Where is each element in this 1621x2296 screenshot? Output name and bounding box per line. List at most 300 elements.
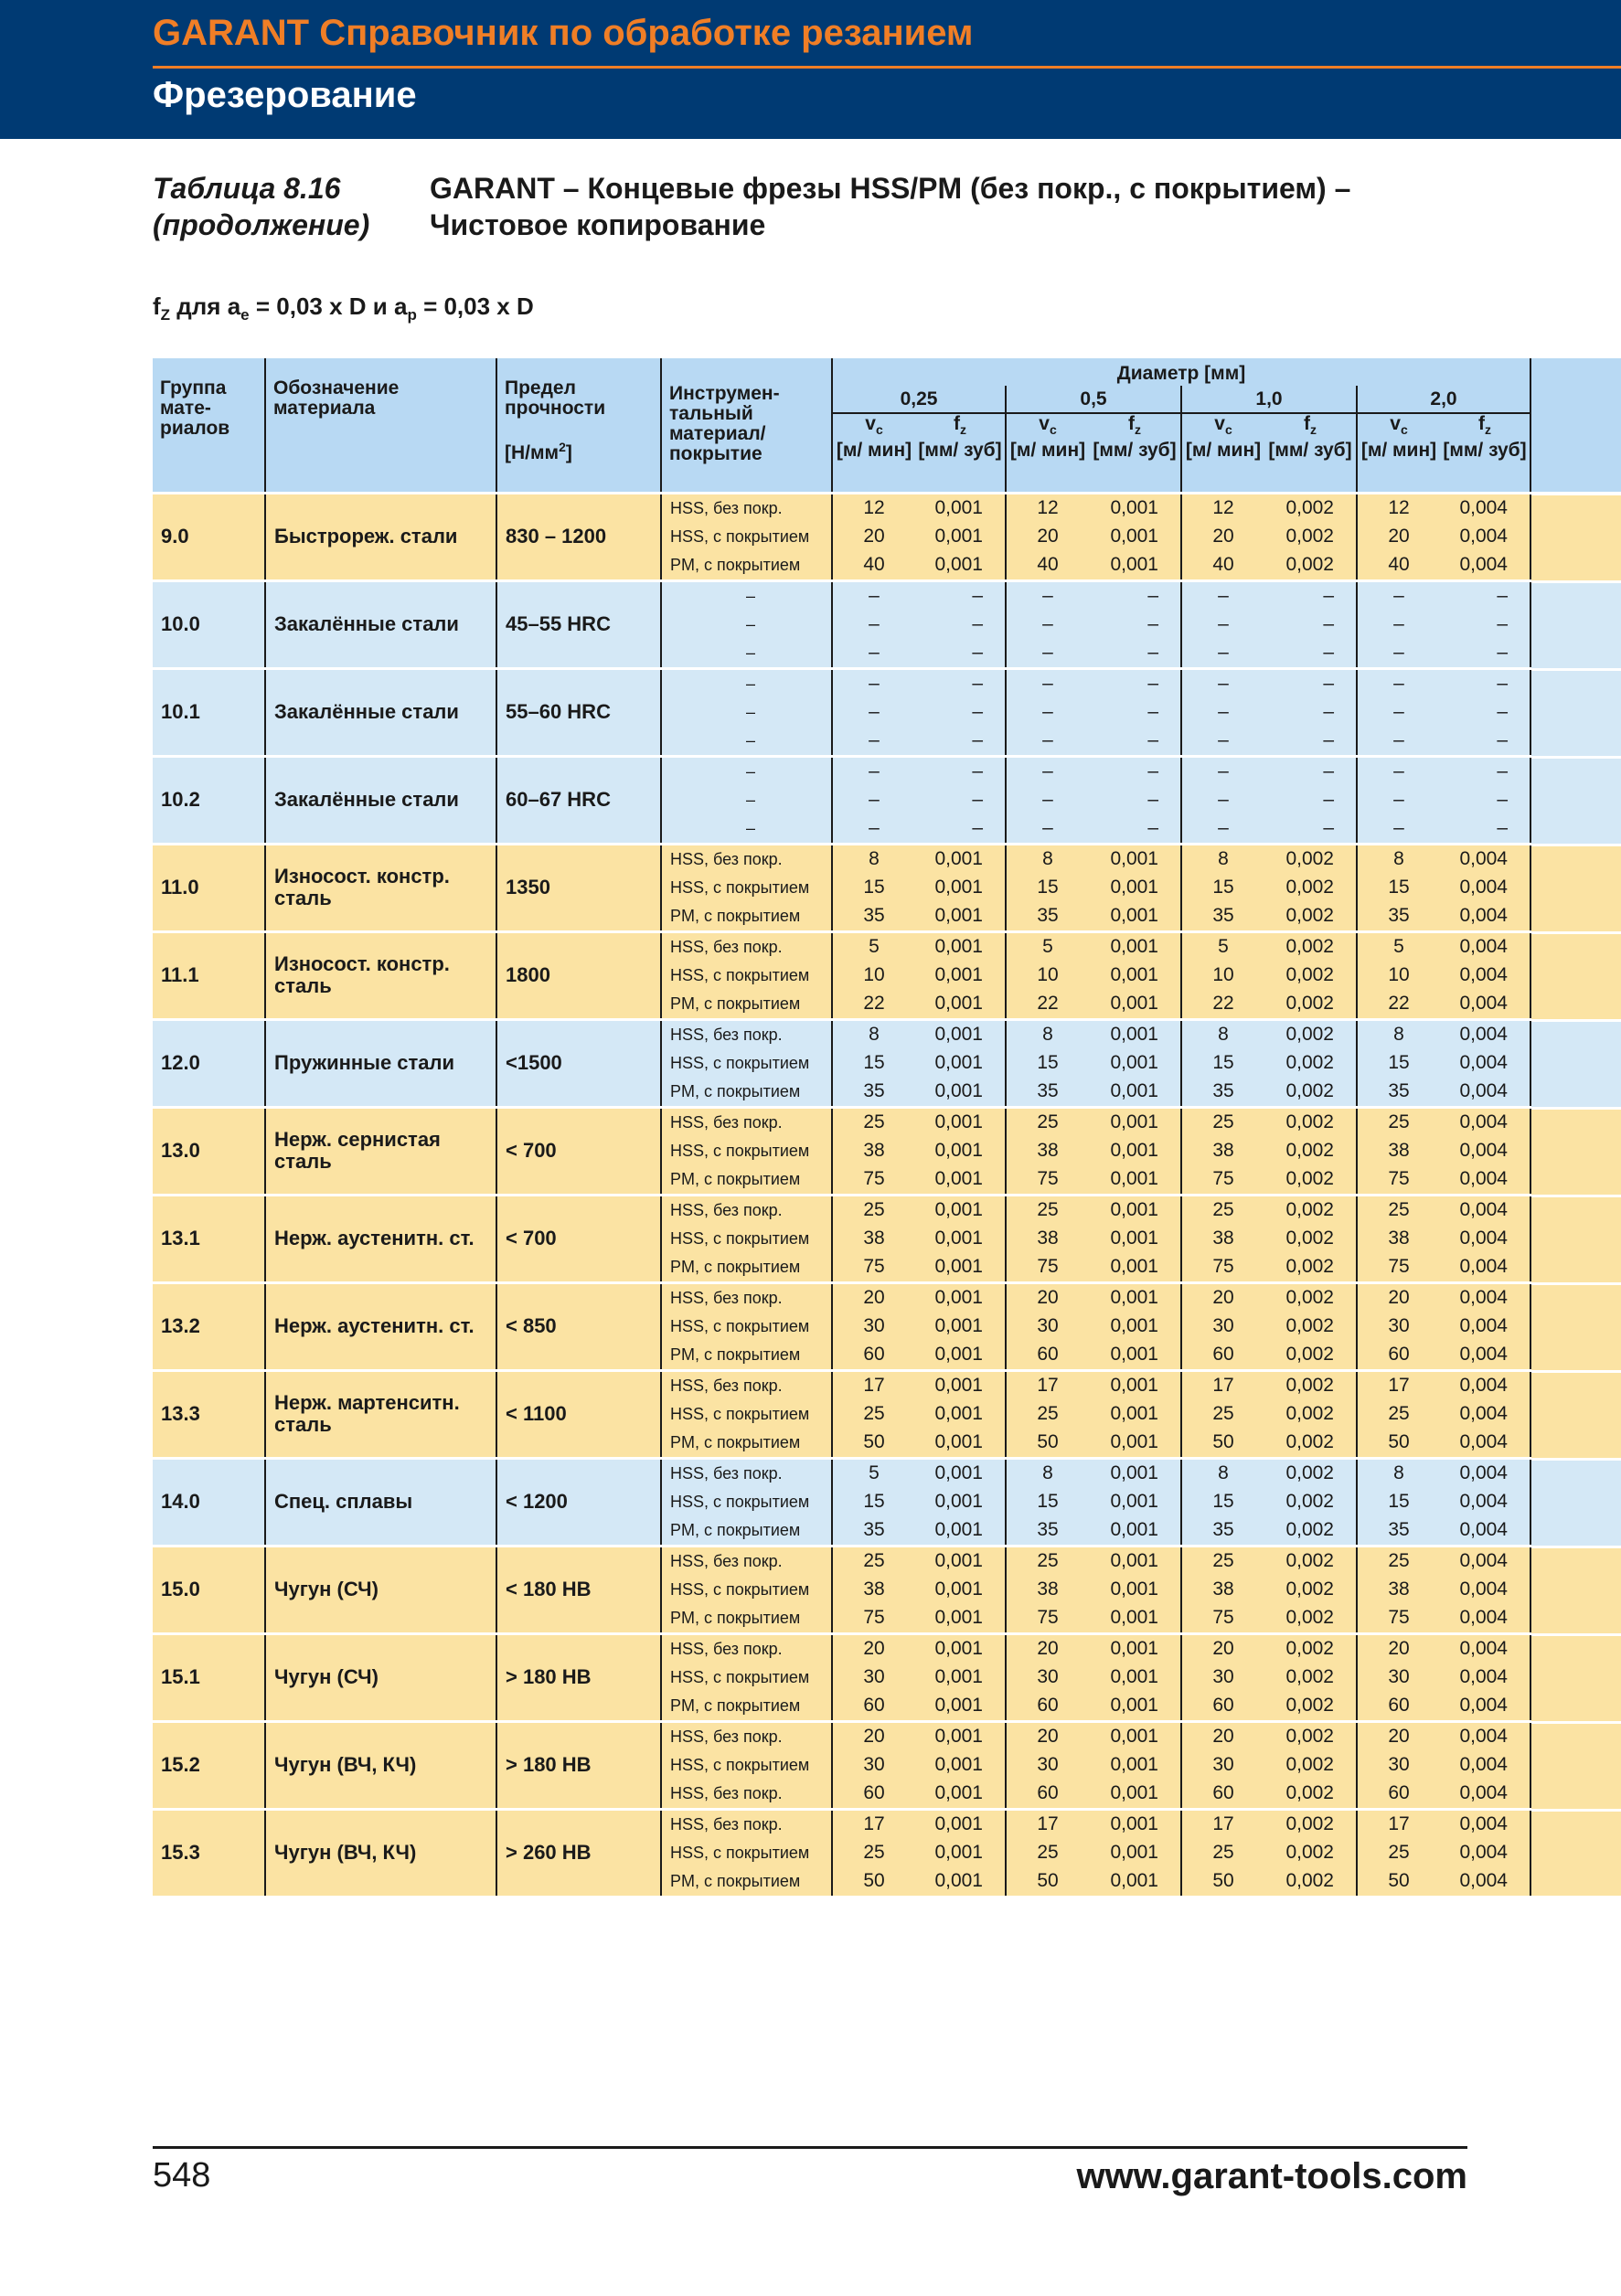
cutting-speed-value: 15 <box>832 1488 915 1516</box>
cutting-speed-value: 15 <box>1357 874 1440 902</box>
feed-value: 0,001 <box>1089 1165 1181 1196</box>
feed-value: 0,002 <box>1264 1721 1357 1751</box>
feed-value: 0,001 <box>1089 523 1181 551</box>
material-group: 10.1 <box>153 668 265 756</box>
feed-value: 0,001 <box>915 1780 1006 1810</box>
tool-material: HSS, без покр. <box>661 1458 832 1488</box>
right-tab-strip <box>1530 846 1621 931</box>
feed-value: – <box>1264 727 1357 757</box>
diameter-2-0: 2,0 <box>1357 386 1530 413</box>
cutting-speed-value: 25 <box>832 1400 915 1429</box>
feed-value: 0,001 <box>1089 1341 1181 1371</box>
cutting-speed-value: 8 <box>1006 844 1089 874</box>
cutting-speed-value: 35 <box>1006 902 1089 932</box>
feed-value: 0,001 <box>1089 1429 1181 1459</box>
cutting-speed-value: – <box>1357 668 1440 698</box>
cutting-speed-value: 15 <box>1357 1488 1440 1516</box>
cutting-speed-value: 38 <box>832 1137 915 1165</box>
feed-value: 0,001 <box>915 902 1006 932</box>
cutting-speed-value: 35 <box>1181 902 1264 932</box>
cutting-speed-value: 25 <box>832 1839 915 1867</box>
cutting-speed-value: 8 <box>1006 1458 1089 1488</box>
feed-value: – <box>1089 580 1181 611</box>
cutting-speed-value: 25 <box>1357 1839 1440 1867</box>
cutting-speed-value: – <box>832 639 915 669</box>
feed-value: 0,002 <box>1264 1341 1357 1371</box>
cutting-speed-value: 40 <box>1006 551 1089 581</box>
cutting-speed-value: – <box>1357 611 1440 639</box>
tool-material: PM, с покрытием <box>661 1604 832 1634</box>
feed-value: 0,001 <box>915 1370 1006 1400</box>
cutting-speed-value: 25 <box>1181 1195 1264 1225</box>
cutting-speed-value: 75 <box>1357 1253 1440 1283</box>
feed-value: 0,004 <box>1440 1867 1530 1896</box>
cutting-speed-value: 15 <box>832 1049 915 1078</box>
cutting-speed-value: – <box>1181 727 1264 757</box>
feed-value: 0,001 <box>1089 1049 1181 1078</box>
cutting-speed-value: 50 <box>1181 1867 1264 1896</box>
feed-value: 0,001 <box>915 1546 1006 1576</box>
tool-material: – <box>661 639 832 669</box>
cutting-speed-value: 10 <box>832 962 915 990</box>
cutting-speed-value: – <box>1181 611 1264 639</box>
col-strength-header: Предел прочности $[Н/мм^2]$ <box>496 358 661 493</box>
feed-value: 0,001 <box>915 962 1006 990</box>
cutting-speed-value: 25 <box>832 1195 915 1225</box>
cutting-speed-value: 75 <box>1006 1604 1089 1634</box>
feed-value: 0,002 <box>1264 962 1357 990</box>
feed-value: 0,001 <box>915 844 1006 874</box>
tool-material: HSS, без покр. <box>661 1195 832 1225</box>
cutting-speed-value: 38 <box>1006 1137 1089 1165</box>
tool-material: HSS, с покрытием <box>661 523 832 551</box>
feed-value: – <box>1264 668 1357 698</box>
feed-value: – <box>915 756 1006 786</box>
table-row <box>153 493 1530 523</box>
feed-value: – <box>1440 639 1530 669</box>
tool-material: PM, с покрытием <box>661 1165 832 1196</box>
feed-value: 0,002 <box>1264 523 1357 551</box>
material-designation: Износост. констр. сталь <box>265 931 496 1019</box>
tool-material: HSS, без покр. <box>661 493 832 523</box>
cutting-speed-value: 15 <box>1181 1488 1264 1516</box>
material-designation: Спец. сплавы <box>265 1458 496 1546</box>
feed-value: 0,002 <box>1264 493 1357 523</box>
cutting-speed-value: – <box>1006 727 1089 757</box>
cutting-speed-value: 75 <box>1006 1253 1089 1283</box>
feed-value: 0,004 <box>1440 1429 1530 1459</box>
feed-value: – <box>1089 668 1181 698</box>
feed-value: 0,002 <box>1264 1751 1357 1780</box>
cutting-speed-value: 15 <box>1006 1049 1089 1078</box>
material-designation: Износост. констр. сталь <box>265 844 496 931</box>
cutting-speed-value: 38 <box>832 1225 915 1253</box>
fz-unit: [мм/ зуб] <box>1089 440 1181 493</box>
cutting-speed-value: 75 <box>1357 1165 1440 1196</box>
tool-material: HSS, без покр. <box>661 1019 832 1049</box>
feed-value: 0,004 <box>1440 1721 1530 1751</box>
cutting-speed-value: 12 <box>832 493 915 523</box>
feed-value: 0,001 <box>1089 1313 1181 1341</box>
tensile-strength: < 1200 <box>496 1458 661 1546</box>
feed-value: 0,001 <box>1089 1692 1181 1722</box>
feed-value: 0,002 <box>1264 1692 1357 1722</box>
feed-value: 0,004 <box>1440 1165 1530 1196</box>
feed-value: – <box>1264 580 1357 611</box>
table-row <box>153 1546 1530 1576</box>
right-tab-strip <box>1530 1461 1621 1546</box>
cutting-speed-value: 8 <box>1181 1019 1264 1049</box>
cutting-speed-value: 60 <box>1181 1780 1264 1810</box>
cutting-speed-value: 10 <box>1357 962 1440 990</box>
cutting-speed-value: – <box>1181 639 1264 669</box>
cutting-speed-value: – <box>832 668 915 698</box>
cutting-speed-value: 30 <box>1006 1751 1089 1780</box>
tool-material: – <box>661 611 832 639</box>
cutting-speed-value: 12 <box>1357 493 1440 523</box>
tool-material: – <box>661 756 832 786</box>
tool-material: – <box>661 668 832 698</box>
tensile-strength: < 1100 <box>496 1370 661 1458</box>
feed-value: 0,001 <box>915 493 1006 523</box>
tool-material: HSS, с покрытием <box>661 874 832 902</box>
cutting-speed-value: 30 <box>1181 1664 1264 1692</box>
feed-value: 0,001 <box>1089 1488 1181 1516</box>
header-rule <box>153 66 1621 69</box>
cutting-speed-value: 60 <box>1006 1341 1089 1371</box>
cutting-speed-value: – <box>1357 639 1440 669</box>
feed-value: 0,001 <box>1089 902 1181 932</box>
cutting-speed-value: 8 <box>832 844 915 874</box>
feed-value: 0,002 <box>1264 1313 1357 1341</box>
fz-symbol: $f_z$ <box>1089 413 1181 440</box>
feed-value: 0,002 <box>1264 1078 1357 1108</box>
tool-material: PM, с покрытием <box>661 1692 832 1722</box>
page-number: 548 <box>153 2156 211 2195</box>
cutting-speed-value: 40 <box>832 551 915 581</box>
feed-value: 0,001 <box>1089 551 1181 581</box>
feed-value: – <box>1089 814 1181 845</box>
table-continuation: (продолжение) <box>153 208 370 241</box>
cutting-speed-value: 60 <box>1357 1341 1440 1371</box>
cutting-speed-value: 38 <box>1357 1576 1440 1604</box>
feed-value: 0,001 <box>1089 1576 1181 1604</box>
cutting-speed-value: 8 <box>1357 844 1440 874</box>
cutting-speed-value: – <box>1006 756 1089 786</box>
feed-value: 0,002 <box>1264 1225 1357 1253</box>
fz-symbol: $f_z$ <box>915 413 1006 440</box>
feed-value: 0,004 <box>1440 844 1530 874</box>
feed-value: 0,001 <box>915 1604 1006 1634</box>
feed-value: 0,004 <box>1440 874 1530 902</box>
feed-value: – <box>1264 639 1357 669</box>
diameter-header: Диаметр [мм] <box>832 358 1530 386</box>
material-designation: Нерж. сернистая сталь <box>265 1107 496 1195</box>
feed-value: 0,001 <box>1089 1780 1181 1810</box>
feed-value: – <box>1440 756 1530 786</box>
cutting-speed-value: 38 <box>1181 1225 1264 1253</box>
cutting-speed-value: – <box>1006 611 1089 639</box>
feed-value: 0,001 <box>1089 1107 1181 1137</box>
feed-value: 0,004 <box>1440 1049 1530 1078</box>
cutting-speed-value: – <box>1181 814 1264 845</box>
tool-material: HSS, без покр. <box>661 1809 832 1839</box>
feed-value: 0,001 <box>915 551 1006 581</box>
tool-material: HSS, без покр. <box>661 1282 832 1313</box>
feed-value: 0,001 <box>1089 1664 1181 1692</box>
cutting-speed-value: 8 <box>1181 1458 1264 1488</box>
cutting-speed-value: 38 <box>1006 1225 1089 1253</box>
tool-material: HSS, с покрытием <box>661 1225 832 1253</box>
cutting-speed-value: 20 <box>832 523 915 551</box>
feed-value: 0,001 <box>1089 962 1181 990</box>
cutting-speed-value: 50 <box>832 1867 915 1896</box>
tool-material: PM, с покрытием <box>661 902 832 932</box>
feed-value: – <box>1089 611 1181 639</box>
cutting-speed-value: 17 <box>1006 1370 1089 1400</box>
material-group: 9.0 <box>153 493 265 580</box>
section-title: Фрезерование <box>153 75 417 115</box>
feed-value: 0,001 <box>915 1195 1006 1225</box>
feed-value: 0,004 <box>1440 1341 1530 1371</box>
tensile-strength: 1350 <box>496 844 661 931</box>
cutting-speed-value: – <box>832 580 915 611</box>
cutting-speed-value: – <box>832 786 915 814</box>
feed-value: 0,002 <box>1264 1516 1357 1547</box>
feed-value: 0,002 <box>1264 1019 1357 1049</box>
tool-material: HSS, без покр. <box>661 1633 832 1664</box>
material-group: 13.2 <box>153 1282 265 1370</box>
material-group: 13.1 <box>153 1195 265 1282</box>
feed-value: – <box>915 698 1006 727</box>
cutting-speed-value: 25 <box>1181 1400 1264 1429</box>
right-tab-strip <box>1530 1812 1621 1896</box>
feed-value: 0,001 <box>915 1165 1006 1196</box>
right-tab-strip <box>1530 1022 1621 1107</box>
vc-unit: [м/ мин] <box>1357 440 1440 493</box>
table-row <box>153 1019 1530 1049</box>
cutting-speed-value: 20 <box>832 1633 915 1664</box>
cutting-speed-value: 20 <box>832 1282 915 1313</box>
cutting-speed-value: 5 <box>1006 931 1089 962</box>
feed-value: 0,001 <box>1089 1867 1181 1896</box>
feed-value: – <box>1089 639 1181 669</box>
feed-value: 0,001 <box>1089 1370 1181 1400</box>
cutting-speed-value: – <box>1006 698 1089 727</box>
cutting-speed-value: 8 <box>1181 844 1264 874</box>
cutting-speed-value: – <box>1181 756 1264 786</box>
feed-value: 0,001 <box>915 1253 1006 1283</box>
tool-material: – <box>661 727 832 757</box>
cutting-speed-value: 20 <box>1181 1282 1264 1313</box>
vc-symbol: $v_c$ <box>1357 413 1440 440</box>
cutting-speed-value: – <box>1181 786 1264 814</box>
fz-unit: [мм/ зуб] <box>1264 440 1357 493</box>
cutting-speed-value: – <box>832 611 915 639</box>
cutting-speed-value: 30 <box>1181 1751 1264 1780</box>
table-row <box>153 1282 1530 1313</box>
cutting-speed-value: 20 <box>1006 1633 1089 1664</box>
feed-value: 0,002 <box>1264 1839 1357 1867</box>
cutting-speed-value: 17 <box>1181 1370 1264 1400</box>
material-designation: Нерж. аустенитн. ст. <box>265 1282 496 1370</box>
col-group-header: Группа мате-риалов <box>153 358 265 493</box>
feed-value: – <box>1440 814 1530 845</box>
tensile-strength: > 260 HB <box>496 1809 661 1896</box>
cutting-speed-value: 8 <box>1006 1019 1089 1049</box>
cutting-speed-value: 25 <box>1357 1195 1440 1225</box>
tool-material: HSS, с покрытием <box>661 1400 832 1429</box>
feed-value: – <box>1264 786 1357 814</box>
material-designation: Чугун (СЧ) <box>265 1546 496 1633</box>
cutting-speed-value: 15 <box>832 874 915 902</box>
feed-value: 0,001 <box>915 1488 1006 1516</box>
tool-material: HSS, с покрытием <box>661 1049 832 1078</box>
cutting-speed-value: 25 <box>1006 1107 1089 1137</box>
material-designation: Закалённые стали <box>265 580 496 668</box>
table-row <box>153 668 1530 698</box>
table-title <box>430 170 1350 243</box>
material-group: 13.0 <box>153 1107 265 1195</box>
tool-material: HSS, с покрытием <box>661 1839 832 1867</box>
table-row <box>153 1458 1530 1488</box>
tool-material: HSS, без покр. <box>661 844 832 874</box>
cutting-speed-value: 17 <box>832 1809 915 1839</box>
feed-value: 0,004 <box>1440 1751 1530 1780</box>
right-tab-strip <box>1530 1636 1621 1721</box>
cutting-speed-value: 30 <box>1357 1664 1440 1692</box>
tool-material: PM, с покрытием <box>661 990 832 1020</box>
cutting-speed-value: 30 <box>1181 1313 1264 1341</box>
right-tab-strip <box>1530 495 1621 580</box>
material-designation: Пружинные стали <box>265 1019 496 1107</box>
feed-value: 0,004 <box>1440 1225 1530 1253</box>
feed-value: 0,002 <box>1264 874 1357 902</box>
col-designation-header: Обозначение материала <box>265 358 496 493</box>
cutting-speed-value: 20 <box>1357 1282 1440 1313</box>
feed-value: 0,004 <box>1440 1137 1530 1165</box>
feed-value: 0,002 <box>1264 1370 1357 1400</box>
feed-value: 0,004 <box>1440 1253 1530 1283</box>
tool-material: HSS, с покрытием <box>661 1576 832 1604</box>
cutting-speed-value: 20 <box>1006 1721 1089 1751</box>
table-number: Таблица 8.16 <box>153 172 341 205</box>
cutting-speed-value: 20 <box>1006 1282 1089 1313</box>
feed-value: 0,001 <box>1089 1546 1181 1576</box>
feed-value: 0,004 <box>1440 1546 1530 1576</box>
feed-value: – <box>1440 698 1530 727</box>
table-row <box>153 1809 1530 1839</box>
material-group: 15.0 <box>153 1546 265 1633</box>
fz-symbol: $f_z$ <box>1440 413 1530 440</box>
tool-material: PM, с покрытием <box>661 1078 832 1108</box>
cutting-speed-value: 75 <box>832 1253 915 1283</box>
vc-symbol: $v_c$ <box>1006 413 1089 440</box>
cutting-speed-value: – <box>1357 756 1440 786</box>
cutting-speed-value: 17 <box>1181 1809 1264 1839</box>
table-row <box>153 1195 1530 1225</box>
cutting-speed-value: 17 <box>1006 1809 1089 1839</box>
tensile-strength: > 180 HB <box>496 1721 661 1809</box>
cutting-speed-value: 25 <box>1357 1400 1440 1429</box>
tool-material: HSS, без покр. <box>661 1370 832 1400</box>
right-tab-strip <box>1530 759 1621 844</box>
feed-value: 0,002 <box>1264 1664 1357 1692</box>
feed-value: 0,001 <box>1089 1078 1181 1108</box>
feed-value: 0,002 <box>1264 1195 1357 1225</box>
cutting-speed-value: 25 <box>1181 1107 1264 1137</box>
feed-value: 0,004 <box>1440 1019 1530 1049</box>
feed-value: 0,001 <box>915 1839 1006 1867</box>
tensile-strength: < 700 <box>496 1195 661 1282</box>
tool-material: – <box>661 580 832 611</box>
cutting-speed-value: – <box>832 727 915 757</box>
cutting-speed-value: 75 <box>1181 1604 1264 1634</box>
cutting-speed-value: 60 <box>1006 1692 1089 1722</box>
feed-value: 0,004 <box>1440 1488 1530 1516</box>
feed-value: 0,002 <box>1264 1867 1357 1896</box>
tensile-strength: 60–67 HRC <box>496 756 661 844</box>
cutting-speed-value: 15 <box>1006 874 1089 902</box>
cutting-speed-value: 25 <box>1181 1546 1264 1576</box>
feed-value: 0,001 <box>915 1078 1006 1108</box>
feed-value: 0,001 <box>915 874 1006 902</box>
cutting-speed-value: 75 <box>832 1165 915 1196</box>
feed-value: 0,002 <box>1264 990 1357 1020</box>
cutting-speed-value: – <box>1357 786 1440 814</box>
website-link[interactable]: www.garant-tools.com <box>1076 2156 1467 2196</box>
tool-material: – <box>661 814 832 845</box>
feed-value: 0,001 <box>1089 1633 1181 1664</box>
cutting-speed-value: 35 <box>832 1078 915 1108</box>
feed-value: – <box>1264 814 1357 845</box>
cutting-speed-value: 25 <box>1006 1839 1089 1867</box>
material-designation: Нерж. мартенситн. сталь <box>265 1370 496 1458</box>
feed-value: 0,001 <box>915 1633 1006 1664</box>
cutting-speed-value: – <box>1006 786 1089 814</box>
table-row <box>153 1633 1530 1664</box>
feed-value: – <box>915 611 1006 639</box>
feed-value: – <box>915 727 1006 757</box>
feed-value: – <box>1440 786 1530 814</box>
cutting-speed-value: – <box>1357 698 1440 727</box>
feed-value: 0,004 <box>1440 523 1530 551</box>
material-group: 15.2 <box>153 1721 265 1809</box>
cutting-data-table <box>153 358 1531 1896</box>
feed-value: – <box>1264 756 1357 786</box>
cutting-speed-value: – <box>1181 698 1264 727</box>
material-designation: Закалённые стали <box>265 756 496 844</box>
tool-material: PM, с покрытием <box>661 1341 832 1371</box>
material-designation: Чугун (СЧ) <box>265 1633 496 1721</box>
vc-unit: [м/ мин] <box>1181 440 1264 493</box>
feed-value: 0,002 <box>1264 1107 1357 1137</box>
tensile-strength: 45–55 HRC <box>496 580 661 668</box>
feed-value: 0,001 <box>1089 990 1181 1020</box>
feed-value: 0,004 <box>1440 1107 1530 1137</box>
feed-value: 0,001 <box>915 1576 1006 1604</box>
feed-value: 0,001 <box>915 1664 1006 1692</box>
feed-value: 0,004 <box>1440 1839 1530 1867</box>
feed-value: 0,004 <box>1440 493 1530 523</box>
cutting-speed-value: 25 <box>1357 1546 1440 1576</box>
cutting-speed-value: – <box>1006 668 1089 698</box>
cutting-speed-value: 22 <box>1357 990 1440 1020</box>
cutting-speed-value: 20 <box>1181 1633 1264 1664</box>
tensile-strength: 830 – 1200 <box>496 493 661 580</box>
feed-value: 0,002 <box>1264 1576 1357 1604</box>
tool-material: – <box>661 786 832 814</box>
